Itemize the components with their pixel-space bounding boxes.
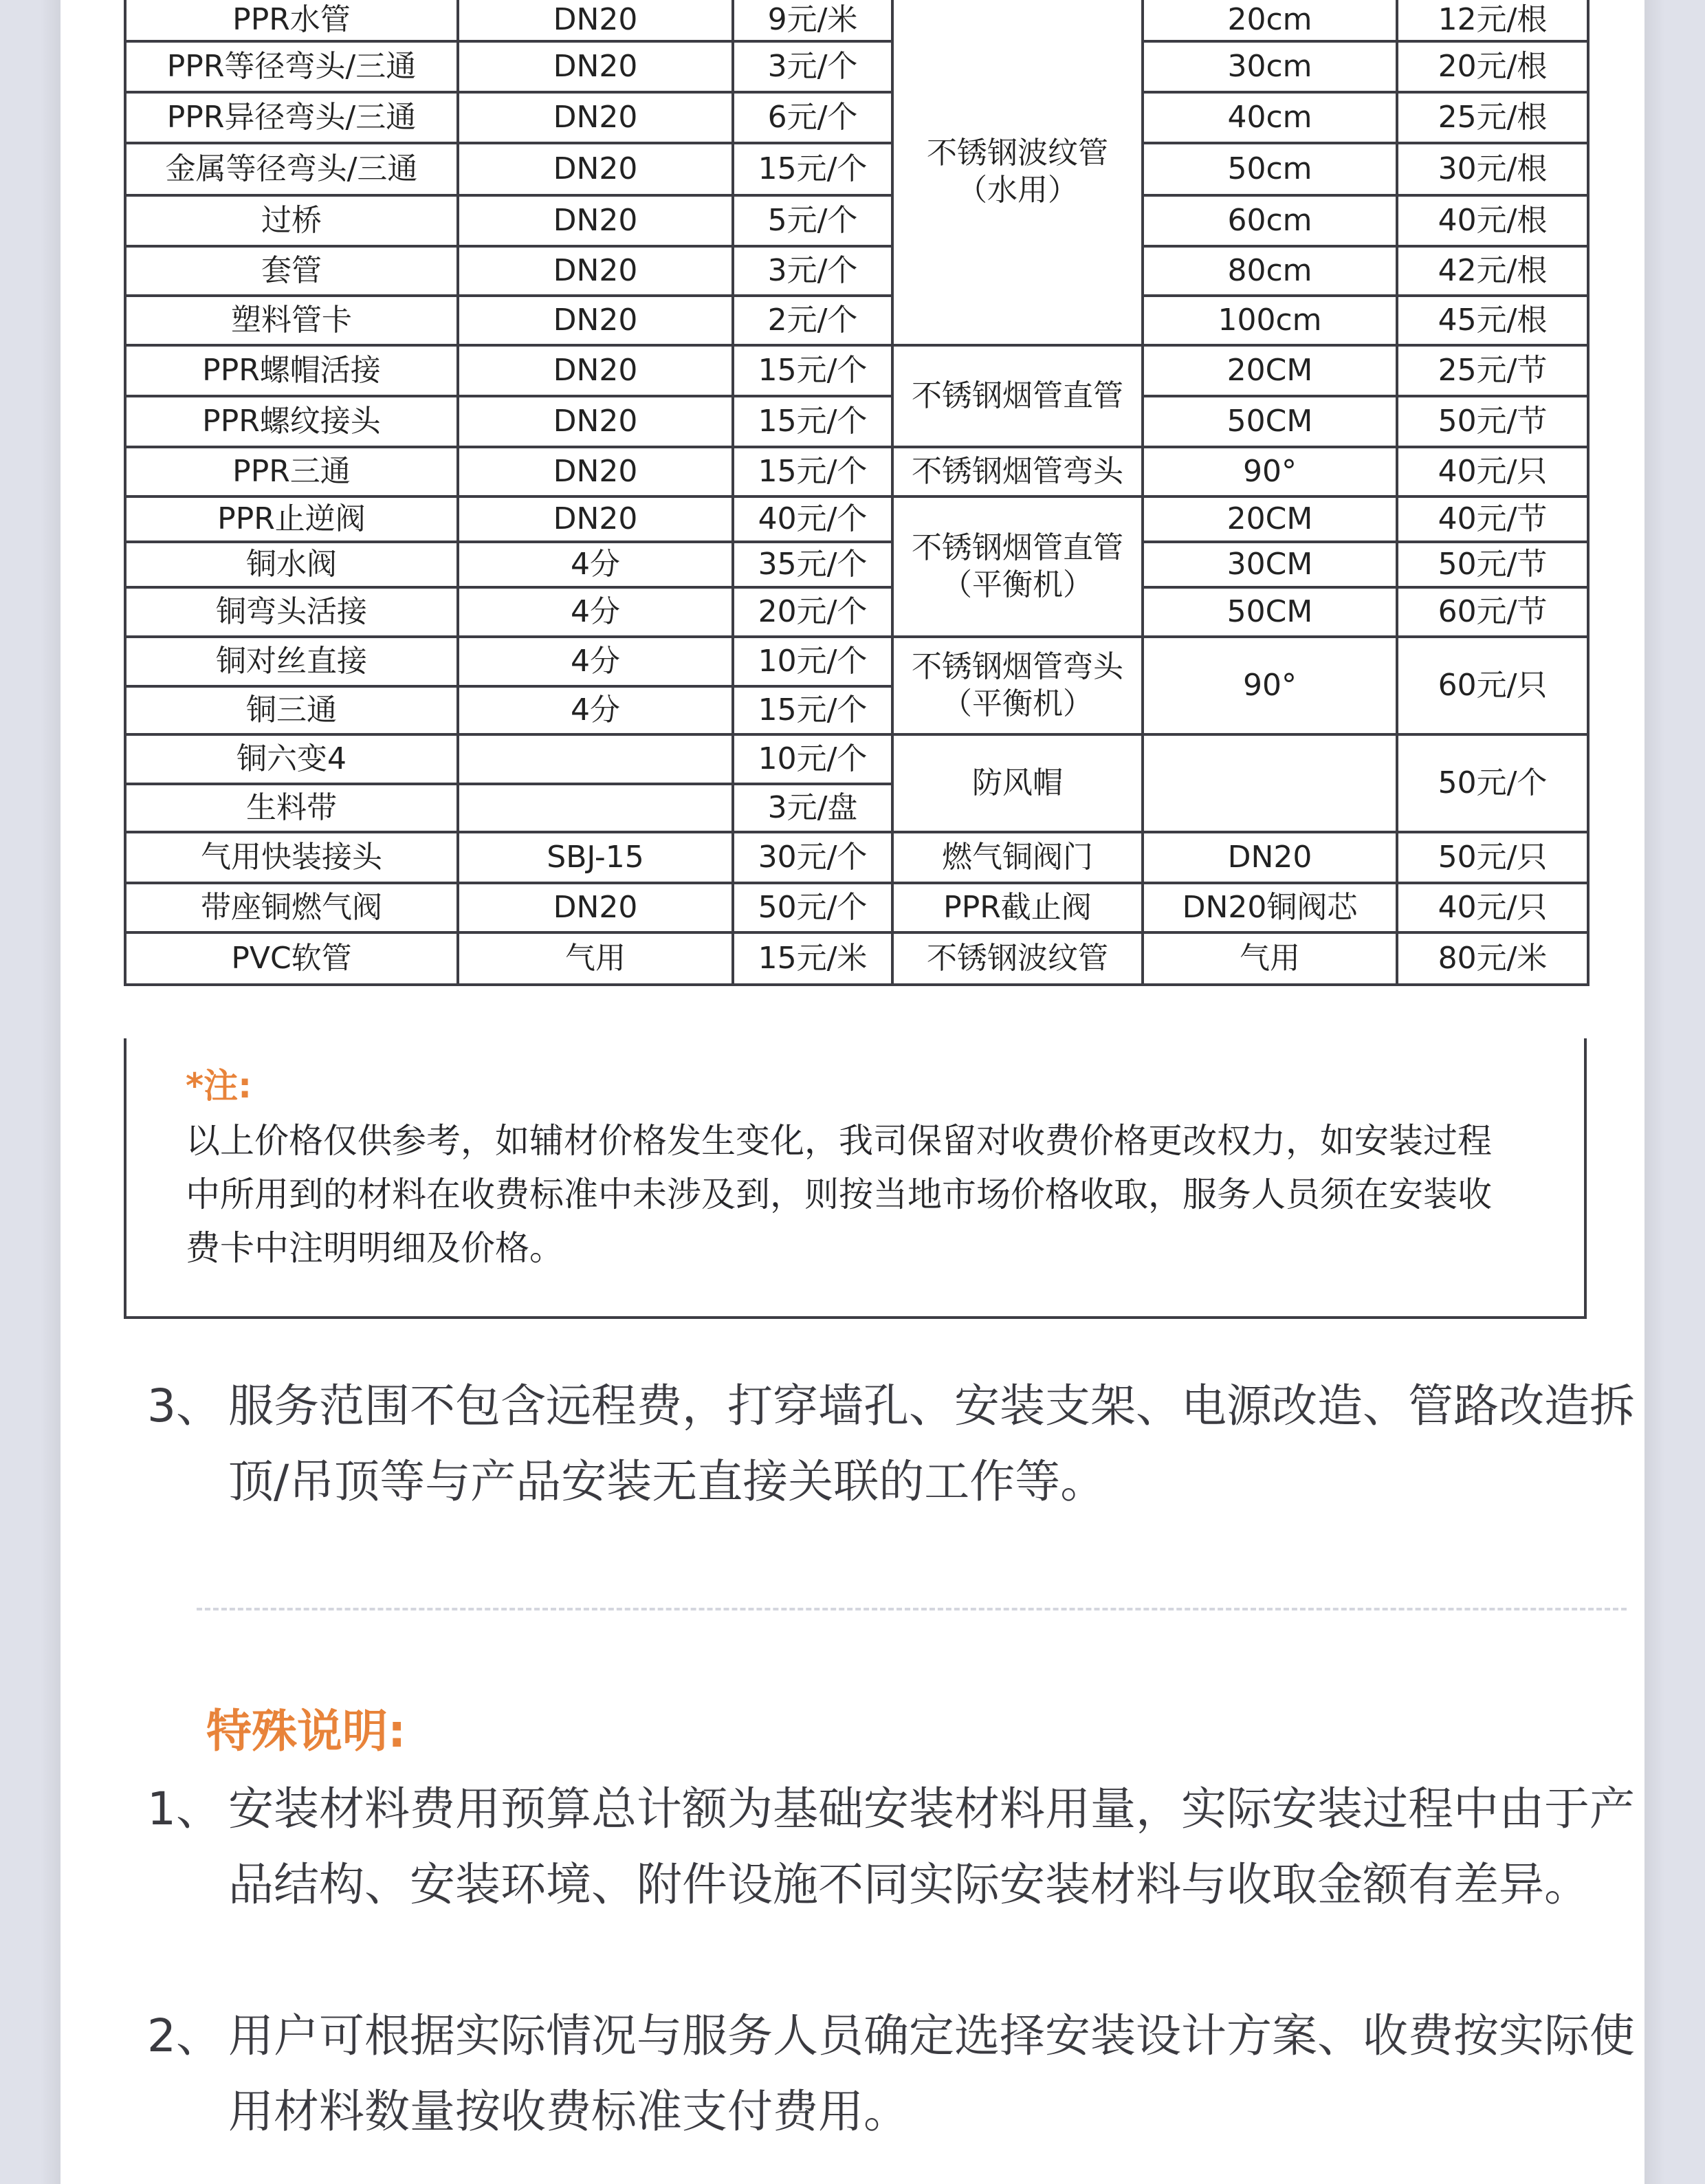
cell-price: 15元/个 — [733, 447, 892, 496]
cell-spec: 4分 — [458, 542, 733, 587]
cell-price: 10元/个 — [733, 734, 892, 784]
note-title: *注: — [186, 1066, 252, 1106]
group-cell: 不锈钢烟管弯头（平衡机） — [892, 637, 1143, 734]
cell-item: 铜弯头活接 — [125, 587, 458, 637]
cell-price: 40元/个 — [733, 496, 892, 542]
cell-price: 20元/个 — [733, 587, 892, 637]
item-number: 1、 — [147, 1782, 221, 1835]
cell-price: 40元/只 — [1397, 883, 1588, 932]
cell-item: 金属等径弯头/三通 — [125, 143, 458, 195]
cell-price: 50元/个 — [733, 883, 892, 932]
cell-spec: 50CM — [1143, 587, 1397, 637]
cell-spec: 气用 — [1143, 932, 1397, 985]
cell-price: 50元/节 — [1397, 396, 1588, 447]
table-row — [125, 396, 1588, 447]
special-item-2 — [147, 1998, 1658, 2150]
cell-price: 15元/个 — [733, 143, 892, 195]
cell-price: 20元/根 — [1397, 41, 1588, 92]
cell-spec: DN20 — [458, 447, 733, 496]
cell-price: 15元/个 — [733, 396, 892, 447]
table-row — [125, 195, 1588, 246]
table-row — [125, 587, 1588, 637]
cell-item: 铜六变4 — [125, 734, 458, 784]
cell-price: 50元/节 — [1397, 542, 1588, 587]
cell-spec: SBJ-15 — [458, 832, 733, 883]
cell-spec: DN20 — [458, 246, 733, 296]
table-row — [125, 296, 1588, 345]
cell-spec: 40cm — [1143, 92, 1397, 143]
cell-price: 30元/根 — [1397, 143, 1588, 195]
cell-spec: DN20 — [458, 883, 733, 932]
cell-item: 铜三通 — [125, 686, 458, 734]
group-cell: 不锈钢烟管弯头 — [892, 447, 1143, 496]
cell-spec: DN20铜阀芯 — [1143, 883, 1397, 932]
cell-spec: 50cm — [1143, 143, 1397, 195]
price-table — [124, 0, 1587, 986]
item-text: 安装材料费用预算总计额为基础安装材料用量，实际安装过程中由于产品结构、安装环境、附件设施不同实际安装材料与收取金额有差异。 — [228, 1782, 1635, 1911]
cell-spec: 50CM — [1143, 396, 1397, 447]
cell-spec: 90° — [1143, 637, 1397, 734]
cell-item: 生料带 — [125, 784, 458, 832]
cell-price: 25元/根 — [1397, 92, 1588, 143]
cell-price: 15元/米 — [733, 932, 892, 985]
cell-item: PPR水管 — [125, 0, 458, 41]
cell-spec: DN20 — [458, 195, 733, 246]
cell-price: 10元/个 — [733, 637, 892, 686]
cell-spec: 4分 — [458, 587, 733, 637]
cell-spec: 20cm — [1143, 0, 1397, 41]
content-card — [60, 0, 1644, 2184]
group-cell: 不锈钢波纹管 — [892, 932, 1143, 985]
cell-spec: 20CM — [1143, 496, 1397, 542]
cell-spec: 90° — [1143, 447, 1397, 496]
cell-price: 15元/个 — [733, 345, 892, 396]
cell-price: 60元/节 — [1397, 587, 1588, 637]
cell-item: 带座铜燃气阀 — [125, 883, 458, 932]
cell-spec: DN20 — [458, 296, 733, 345]
cell-spec: DN20 — [458, 496, 733, 542]
cell-spec — [458, 784, 733, 832]
cell-spec: DN20 — [458, 41, 733, 92]
cell-price: 3元/盘 — [733, 784, 892, 832]
cell-item: 铜水阀 — [125, 542, 458, 587]
cell-item: PPR螺纹接头 — [125, 396, 458, 447]
cell-spec: 气用 — [458, 932, 733, 985]
cell-item: 塑料管卡 — [125, 296, 458, 345]
dashed-divider — [197, 1608, 1627, 1610]
table-row — [125, 734, 1588, 784]
table-row — [125, 496, 1588, 542]
cell-item: 气用快装接头 — [125, 832, 458, 883]
item-3 — [147, 1368, 1658, 1520]
cell-spec: 30cm — [1143, 41, 1397, 92]
cell-spec: DN20 — [458, 396, 733, 447]
cell-spec: DN20 — [458, 92, 733, 143]
cell-price: 42元/根 — [1397, 246, 1588, 296]
table-row — [125, 883, 1588, 932]
cell-price: 40元/根 — [1397, 195, 1588, 246]
table-row — [125, 0, 1588, 41]
cell-price: 3元/个 — [733, 246, 892, 296]
group-cell: 不锈钢烟管直管 — [892, 345, 1143, 447]
item-number: 2、 — [147, 2009, 221, 2062]
cell-price: 6元/个 — [733, 92, 892, 143]
item-text: 用户可根据实际情况与服务人员确定选择安装设计方案、收费按实际使用材料数量按收费标准支付费用。 — [228, 2009, 1635, 2138]
group-cell: 防风帽 — [892, 734, 1143, 832]
cell-item: 套管 — [125, 246, 458, 296]
cell-item: PVC软管 — [125, 932, 458, 985]
cell-spec: DN20 — [1143, 832, 1397, 883]
cell-spec: 30CM — [1143, 542, 1397, 587]
item-text: 服务范围不包含远程费，打穿墙孔、安装支架、电源改造、管路改造拆顶/吊顶等与产品安装无直接关联的工作等。 — [228, 1379, 1635, 1508]
cell-spec: 60cm — [1143, 195, 1397, 246]
cell-item: PPR异径弯头/三通 — [125, 92, 458, 143]
cell-spec: DN20 — [458, 345, 733, 396]
cell-price: 45元/根 — [1397, 296, 1588, 345]
table-row — [125, 246, 1588, 296]
cell-price: 40元/只 — [1397, 447, 1588, 496]
table-row — [125, 345, 1588, 396]
cell-price: 5元/个 — [733, 195, 892, 246]
cell-item: 铜对丝直接 — [125, 637, 458, 686]
group-cell: 不锈钢烟管直管（平衡机） — [892, 496, 1143, 637]
cell-spec: 20CM — [1143, 345, 1397, 396]
table-row — [125, 832, 1588, 883]
cell-item: PPR三通 — [125, 447, 458, 496]
cell-item: PPR等径弯头/三通 — [125, 41, 458, 92]
note-box — [124, 1038, 1587, 1319]
special-title: 特殊说明: — [206, 1705, 406, 1758]
cell-price: 2元/个 — [733, 296, 892, 345]
group-cell: PPR截止阀 — [892, 883, 1143, 932]
cell-spec: 100cm — [1143, 296, 1397, 345]
cell-spec: 4分 — [458, 686, 733, 734]
table-row — [125, 41, 1588, 92]
cell-price: 80元/米 — [1397, 932, 1588, 985]
cell-price: 12元/根 — [1397, 0, 1588, 41]
cell-spec: DN20 — [458, 0, 733, 41]
table-row — [125, 92, 1588, 143]
cell-item: PPR螺帽活接 — [125, 345, 458, 396]
cell-spec: 4分 — [458, 637, 733, 686]
cell-price: 25元/节 — [1397, 345, 1588, 396]
cell-item: 过桥 — [125, 195, 458, 246]
cell-price: 15元/个 — [733, 686, 892, 734]
cell-price: 3元/个 — [733, 41, 892, 92]
cell-price: 50元/个 — [1397, 734, 1588, 832]
cell-spec — [1143, 734, 1397, 832]
table-row — [125, 542, 1588, 587]
table-row — [125, 447, 1588, 496]
group-cell: 不锈钢波纹管（水用） — [892, 0, 1143, 345]
table-row — [125, 143, 1588, 195]
cell-spec: DN20 — [458, 143, 733, 195]
cell-price: 30元/个 — [733, 832, 892, 883]
special-item-1 — [147, 1771, 1658, 1923]
group-cell: 燃气铜阀门 — [892, 832, 1143, 883]
cell-item: PPR止逆阀 — [125, 496, 458, 542]
table-row — [125, 637, 1588, 686]
cell-price: 60元/只 — [1397, 637, 1588, 734]
cell-spec — [458, 734, 733, 784]
note-text: 以上价格仅供参考，如辅材价格发生变化，我司保留对收费价格更改权力，如安装过程中所用到的材料在收费标准中未涉及到，则按当地市场价格收取，服务人员须在安装收费卡中注明明细及价格。 — [186, 1121, 1492, 1268]
cell-spec: 80cm — [1143, 246, 1397, 296]
cell-price: 9元/米 — [733, 0, 892, 41]
cell-price: 50元/只 — [1397, 832, 1588, 883]
item-number: 3、 — [147, 1379, 221, 1432]
table-row — [125, 932, 1588, 985]
cell-price: 40元/节 — [1397, 496, 1588, 542]
cell-price: 35元/个 — [733, 542, 892, 587]
